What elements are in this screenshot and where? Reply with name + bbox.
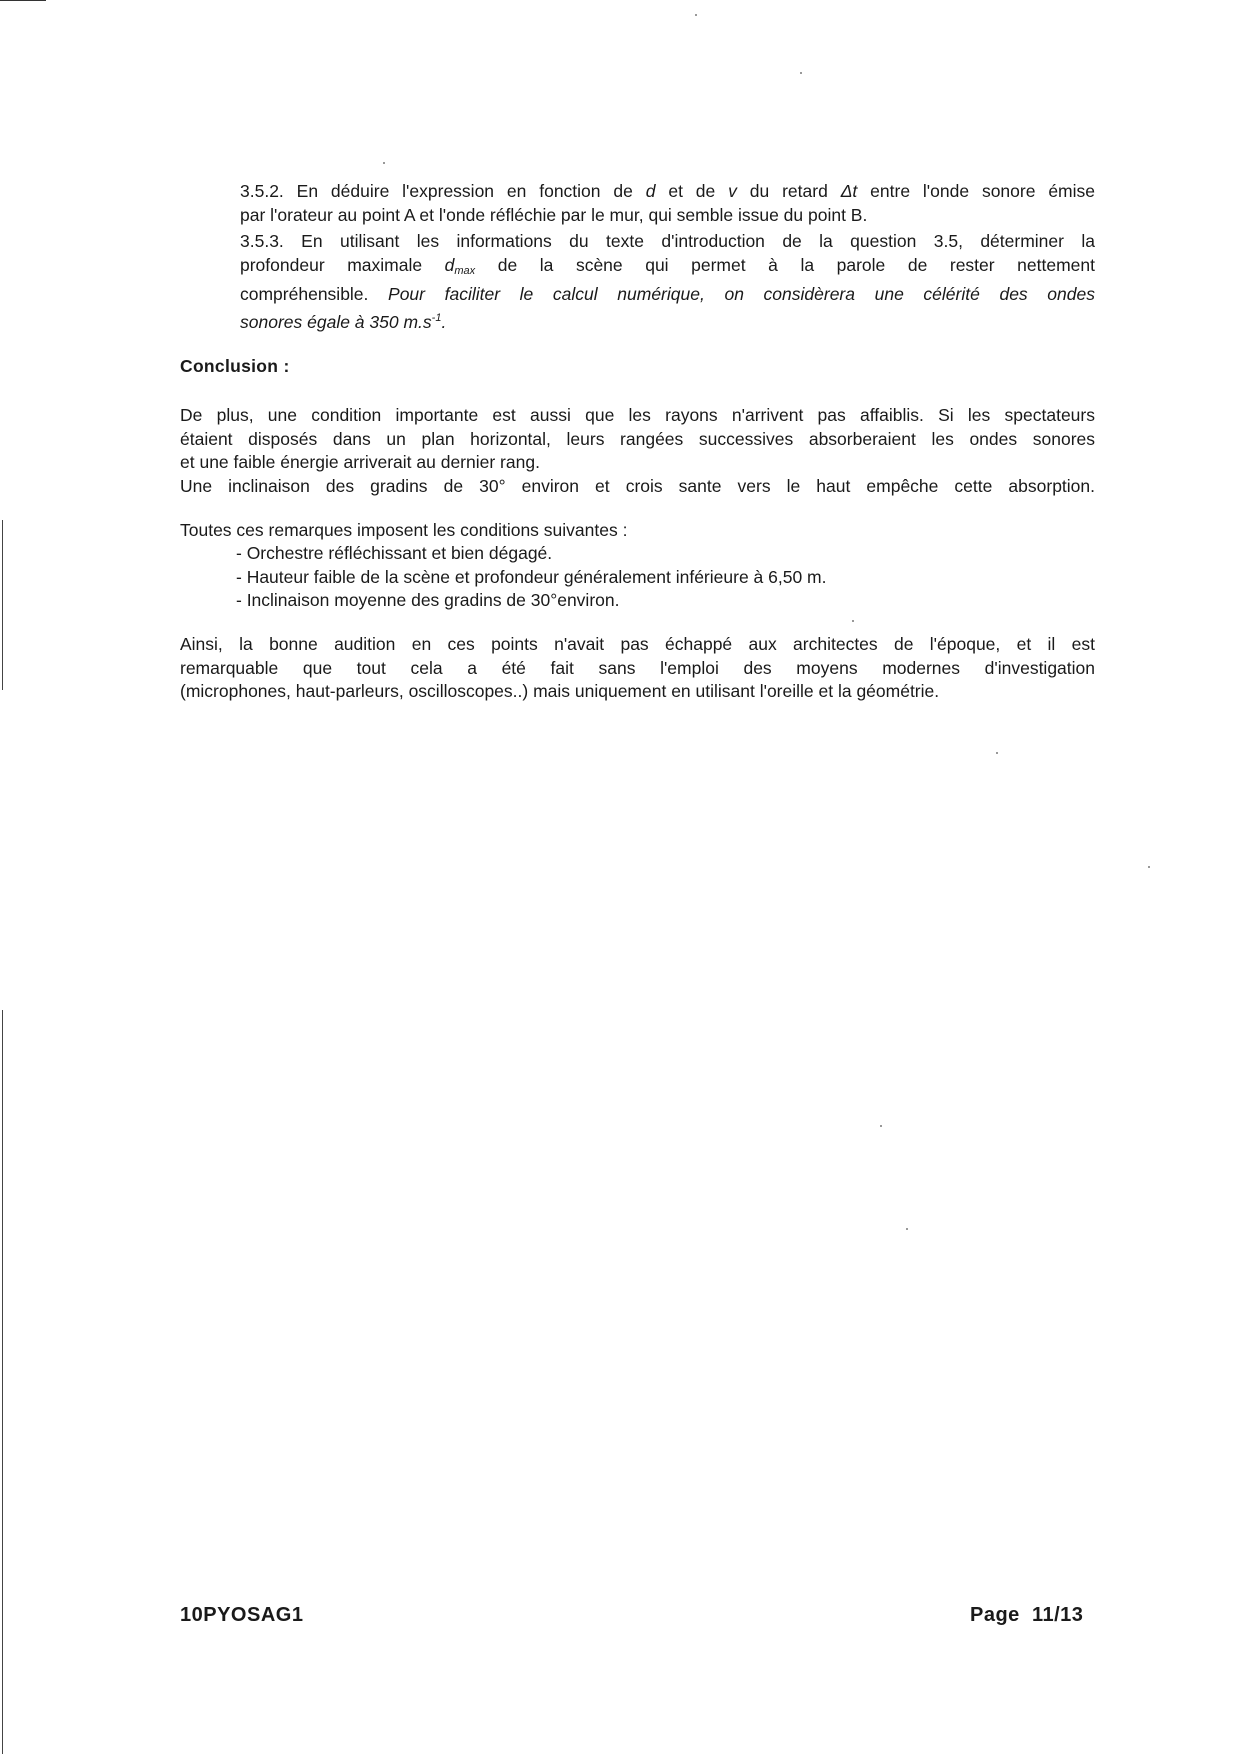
- subscript-max: max: [454, 264, 476, 277]
- paragraph-line: et une faible énergie arriverait au dernier rang.: [180, 452, 540, 472]
- paragraph-line: Ainsi, la bonne audition en ces points n'avait pas échappé aux architectes de l'époque, et il est: [180, 634, 1095, 654]
- page-count: 11/13: [1031, 1604, 1084, 1626]
- variable-v: v: [728, 181, 737, 201]
- page-number: [970, 1604, 1083, 1627]
- scan-speck: [880, 1125, 882, 1127]
- paragraph-line: remarquable que tout cela a été fait sans l'emploi des moyens modernes d'investigation: [180, 657, 1095, 678]
- conditions-list: [236, 542, 1096, 613]
- question-3-5-3-line: compréhensible. Pour faciliter le calcul numérique, on considèrera une célérité des ondes: [240, 284, 1095, 304]
- paragraph-line: De plus, une condition importante est aussi que les rayons n'arrivent pas affaiblis. Si les spectateurs: [180, 405, 1095, 425]
- scan-speck: [852, 620, 854, 622]
- superscript-minus-one: -1: [431, 311, 442, 324]
- question-3-5-3-line: profondeur maximale $d_{max}$ de la scène qui permet à la parole de rester nettement: [240, 254, 1095, 277]
- scan-edge-line: [2, 1010, 3, 1754]
- condition-item: - Inclinaison moyenne des gradins de 30°environ.: [236, 590, 620, 610]
- question-3-5-2: [240, 180, 1095, 227]
- variable-d: d: [645, 181, 656, 201]
- conclusion-heading: Conclusion :: [180, 356, 290, 376]
- conditions-intro: Toutes ces remarques imposent les conditions suivantes :: [180, 520, 628, 540]
- condition-item: - Hauteur faible de la scène et profondeur généralement inférieure à 6,50 m.: [236, 566, 827, 587]
- scan-speck: [906, 1228, 908, 1230]
- question-3-5-2-line: par l'orateur au point A et l'onde réfléchie par le mur, qui semble issue du point B.: [240, 204, 868, 225]
- scan-speck: [1148, 866, 1150, 868]
- variable-dmax: d: [444, 254, 455, 275]
- scan-speck: [996, 752, 998, 754]
- paragraph-line: étaient disposés dans un plan horizontal, leurs rangées successives absorberaient les ondes sonores: [180, 428, 1095, 449]
- question-3-5-2-line: 3.5.2. En déduire l'expression en fonction de d et de v du retard Δt entre l'onde sonore émise: [240, 181, 1096, 201]
- variable-delta-t: Δt: [840, 181, 858, 201]
- paragraph-line: Une inclinaison des gradins de 30° environ et crois sante vers le haut empêche cette absorption.: [180, 475, 1095, 496]
- scan-speck: [383, 162, 385, 164]
- scan-edge-line: [2, 520, 3, 690]
- scan-mark-top: [0, 0, 46, 1]
- paragraph-line: (microphones, haut-parleurs, oscilloscopes..) mais uniquement en utilisant l'oreille et la géométrie.: [180, 681, 940, 701]
- document-code: 10PYOSAG1: [180, 1604, 304, 1626]
- scan-speck: [800, 72, 802, 74]
- conclusion-paragraph-2: [180, 633, 1095, 704]
- page-label: Page: [970, 1604, 1020, 1626]
- conclusion-paragraph-1: [180, 404, 1095, 498]
- question-3-5-3-line: 3.5.3. En utilisant les informations du texte d'introduction de la question 3.5, déterminer la: [240, 231, 1095, 251]
- condition-item: - Orchestre réfléchissant et bien dégagé.: [236, 543, 553, 563]
- scan-speck: [695, 14, 697, 16]
- question-3-5-3-line: sonores égale à 350 $m.s^{-1}$.: [240, 311, 447, 332]
- question-3-5-3: [240, 230, 1095, 334]
